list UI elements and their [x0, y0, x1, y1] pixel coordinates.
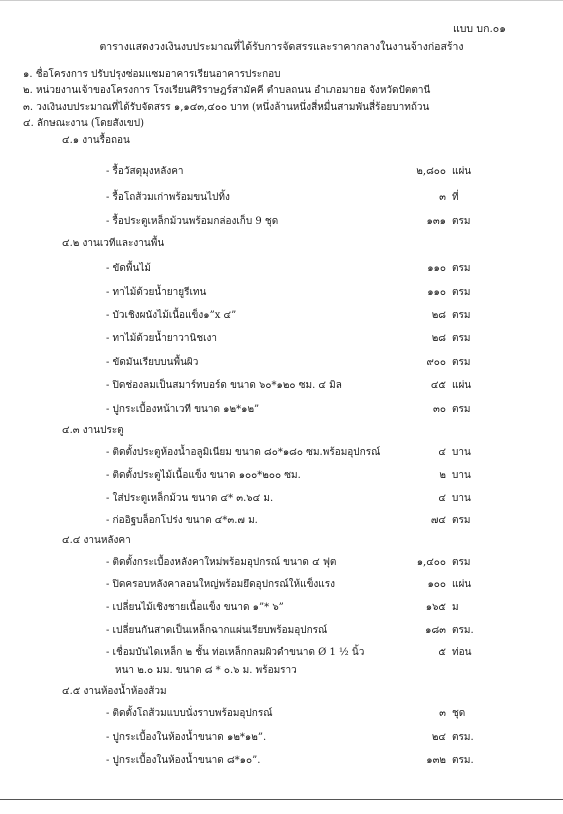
- form-number: แบบ บก.๐๑: [453, 23, 506, 35]
- item-unit: ชุด: [452, 708, 466, 719]
- item-quantity: ๔: [438, 493, 446, 504]
- item-description: - ปูกระเบื้องหน้าเวที ขนาด ๑๒*๑๒”: [106, 404, 260, 415]
- item-unit: ตรม: [452, 287, 471, 298]
- item-quantity: ๙๐๐: [426, 357, 446, 368]
- item-unit: บาน: [452, 493, 471, 504]
- item-unit: ตรม: [452, 404, 471, 415]
- item-description: - ติดตั้งโถส้วมแบบนั่งราบพร้อมอุปกรณ์: [106, 708, 273, 719]
- item-description: - รื้อวัสดุมุงหลังคา: [106, 166, 184, 177]
- item-description: - ติดตั้งประตูไม้เนื้อแข็ง ขนาด ๑๐๐*๒๐๐ ซม.: [106, 470, 301, 481]
- agency-line: ๒. หน่วยงานเจ้าของโครงการ โรงเรียนศิริราษฎร์สามัคคี ตำบลถนน อำเภอมายอ จังหวัดปัตตานี: [23, 85, 431, 96]
- item-quantity: ๑๑๐: [427, 287, 446, 298]
- item-description: - ปูกระเบื้องในห้องน้ำขนาด ๑๒*๑๒”.: [106, 732, 267, 743]
- item-quantity: ๒๘: [431, 310, 446, 321]
- item-unit: ตรม: [452, 333, 471, 344]
- item-quantity: ๓: [439, 708, 446, 719]
- project-name-line: ๑. ชื่อโครงการ ปรับปรุงซ่อมแซมอาคารเรียนอาคารประกอบ: [23, 69, 281, 80]
- item-unit: ตรม.: [452, 625, 474, 636]
- item-unit: แผ่น: [452, 380, 472, 391]
- item-description: - รื้อประตูเหล็กม้วนพร้อมกล่องเก็บ 9 ชุด: [106, 216, 279, 227]
- item-quantity: ๕: [438, 647, 446, 658]
- item-unit: แผ่น: [452, 166, 472, 177]
- item-quantity: ๒,๘๐๐: [416, 166, 446, 177]
- item-quantity: ๑๘๓: [425, 625, 446, 636]
- item-unit: แผ่น: [452, 579, 472, 590]
- section-heading: ๔.๑ งานรื้อถอน: [62, 135, 130, 146]
- item-description: - ทาไม้ด้วยน้ำยายูรีเทน: [106, 287, 207, 298]
- item-description: - ก่ออิฐบล็อกโปร่ง ขนาด ๔*๓.๗ ม.: [106, 515, 258, 526]
- item-description: - รื้อโถส้วมเก่าพร้อมขนไปทิ้ง: [106, 192, 230, 203]
- item-description: - ทาไม้ด้วยน้ำยาวานิชเงา: [106, 333, 218, 344]
- item-unit: บาน: [452, 470, 471, 481]
- item-description: - ขัดพื้นไม้: [106, 263, 151, 274]
- item-description: - บัวเชิงผนังไม้เนื้อแข็ง๑”x ๔”: [106, 310, 237, 321]
- item-quantity: ๑๓๒: [426, 755, 446, 766]
- item-unit: ตรม.: [452, 732, 474, 743]
- item-description: - ขัดมันเรียบบนพื้นผิว: [106, 357, 199, 368]
- item-quantity: ๒๘: [431, 333, 446, 344]
- item-quantity: ๓๐: [433, 404, 446, 415]
- item-unit: ตรม: [452, 515, 471, 526]
- item-quantity: ๔: [438, 447, 446, 458]
- item-description-continued: หนา ๒.๐ มม. ขนาด ๘ * ๐.๖ ม. พร้อมราว: [115, 665, 297, 676]
- item-description: - เปลี่ยนไม้เชิงชายเนื้อแข็ง ขนาด ๑”* ๖”: [106, 602, 284, 613]
- section-heading: ๔.๒ งานเวทีและงานพื้น: [62, 238, 165, 249]
- item-description: - ปิดช่องลมเป็นสมาร์ทบอร์ด ขนาด ๖๐*๑๒๐ ซม. ๔ มิล: [106, 380, 342, 391]
- item-description: - ปิดครอบหลังคาลอนใหญ่พร้อมยึดอุปกรณ์ให้แข็งแรง: [106, 579, 335, 590]
- item-quantity: ๗๔: [430, 515, 446, 526]
- section-heading: ๔.๔ งานหลังคา: [62, 535, 131, 546]
- item-quantity: ๒๔: [431, 732, 446, 743]
- item-description: - ใส่ประตูเหล็กม้วน ขนาด ๔* ๓.๖๔ ม.: [106, 493, 274, 504]
- work-type-line: ๔. ลักษณะงาน (โดยสังเขป): [23, 118, 144, 129]
- top-divider: [0, 0, 563, 1]
- item-quantity: ๑๓๑: [426, 216, 446, 227]
- item-unit: ม: [452, 602, 459, 613]
- item-quantity: ๔๕: [430, 380, 446, 391]
- item-quantity: ๒: [439, 470, 446, 481]
- item-quantity: ๑๖๕: [425, 602, 446, 613]
- item-quantity: ๑,๔๐๐: [416, 557, 446, 568]
- item-unit: ที่: [452, 192, 459, 203]
- footer-divider: [0, 799, 563, 800]
- item-unit: ตรม: [452, 216, 471, 227]
- section-heading: ๔.๕ งานห้องน้ำห้องส้วม: [62, 686, 167, 697]
- section-heading: ๔.๓ งานประตู: [62, 425, 124, 436]
- item-unit: ตรม.: [452, 755, 474, 766]
- item-description: - ติดตั้งกระเบื้องหลังคาใหม่พร้อมอุปกรณ์ ขนาด ๔ ฟุต: [106, 557, 337, 568]
- item-description: - ปูกระเบื้องในห้องน้ำขนาด ๘*๑๐”.: [106, 755, 261, 766]
- item-unit: ท่อน: [452, 647, 472, 658]
- item-description: - เปลี่ยนกันสาดเป็นเหล็กฉากแผ่นเรียบพร้อมอุปกรณ์: [106, 625, 328, 636]
- budget-line: ๓. วงเงินงบประมาณที่ได้รับจัดสรร ๑,๑๔๓,๔๐๐ บาท (หนึ่งล้านหนึ่งสี่หมื่นสามพันสี่ร้อยบาทถ้วน: [23, 102, 430, 113]
- item-quantity: ๓: [439, 192, 446, 203]
- item-unit: ตรม: [452, 357, 471, 368]
- item-quantity: ๑๐๐: [427, 579, 446, 590]
- item-unit: ตรม: [452, 557, 471, 568]
- item-unit: ตรม: [452, 263, 471, 274]
- document-title: ตารางแสดงวงเงินงบประมาณที่ได้รับการจัดสรรและราคากลางในงานจ้างก่อสร้าง: [99, 41, 464, 53]
- item-unit: ตรม: [452, 310, 471, 321]
- item-quantity: ๑๑๐: [427, 263, 446, 274]
- item-description: - เชื่อมบันไดเหล็ก ๒ ชั้น ท่อเหล็กกลมผิวดำขนาด Ø 1 ½ นิ้ว: [106, 647, 365, 658]
- item-unit: บาน: [452, 447, 471, 458]
- item-description: - ติดตั้งประตูห้องน้ำอลูมิเนียม ขนาด ๘๐*๑๘๐ ซม.พร้อมอุปกรณ์: [106, 447, 381, 458]
